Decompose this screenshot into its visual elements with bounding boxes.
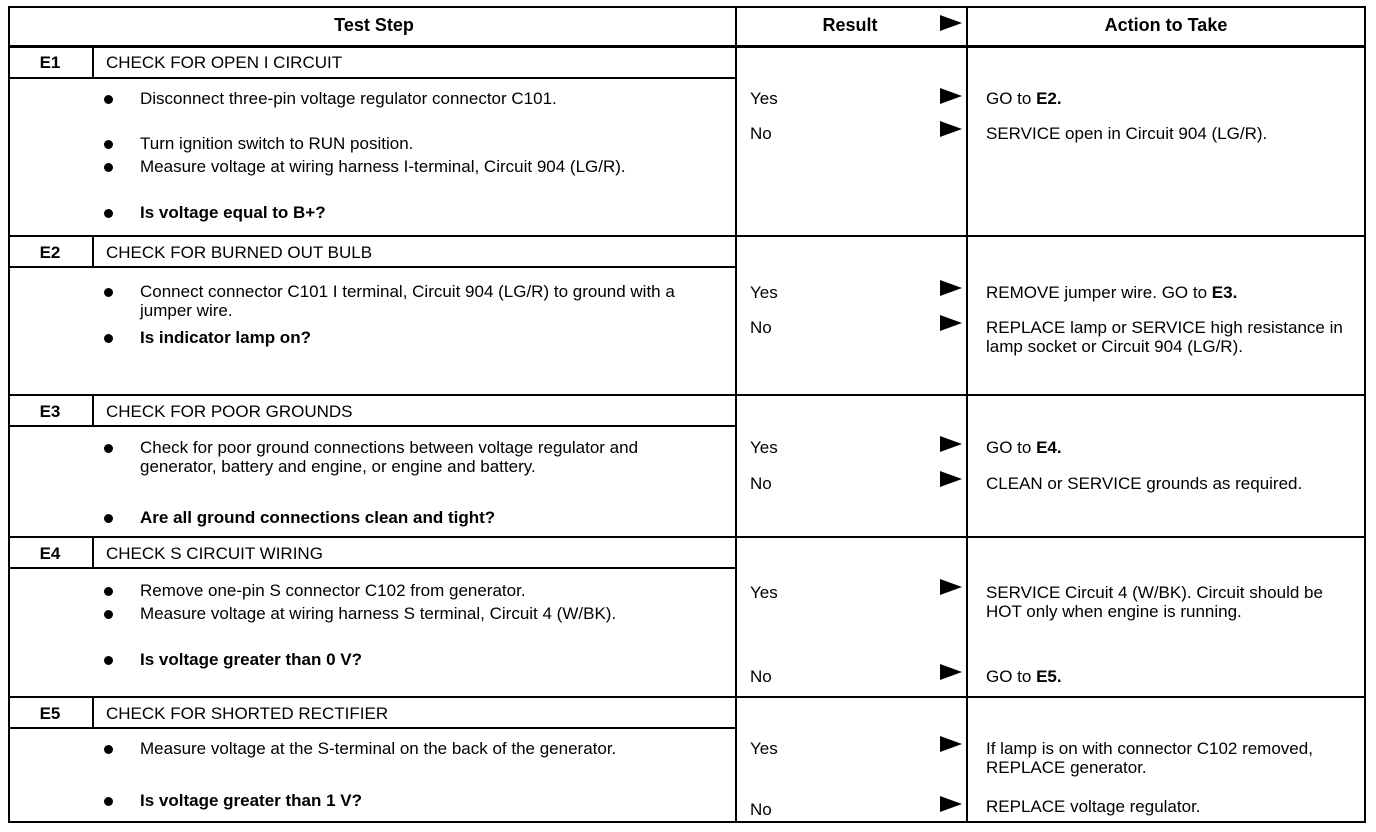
section-rule-e5 bbox=[8, 696, 1366, 698]
bullet-icon bbox=[104, 334, 113, 343]
step-title-e4: CHECK S CIRCUIT WIRING bbox=[106, 544, 323, 563]
action-yes: REMOVE jumper wire. GO to E3. bbox=[986, 283, 1238, 302]
result-no: No bbox=[750, 667, 772, 686]
section-rule-e2 bbox=[8, 235, 1366, 237]
arrow-icon bbox=[940, 664, 962, 680]
result-no: No bbox=[750, 800, 772, 819]
arrow-icon bbox=[940, 121, 962, 137]
title-rule-e4 bbox=[8, 567, 737, 569]
result-yes: Yes bbox=[750, 583, 778, 602]
arrow-icon bbox=[940, 736, 962, 752]
step-question: Are all ground connections clean and tight? bbox=[140, 508, 496, 527]
bullet-icon bbox=[104, 444, 113, 453]
bullet-icon bbox=[104, 95, 113, 104]
bullet-icon bbox=[104, 745, 113, 754]
action-no: SERVICE open in Circuit 904 (LG/R). bbox=[986, 124, 1268, 143]
title-rule-e5 bbox=[8, 727, 737, 729]
step-id-e1: E1 bbox=[39, 53, 61, 72]
bullet-icon bbox=[104, 797, 113, 806]
action-yes: GO to E4. bbox=[986, 438, 1062, 457]
action-no: CLEAN or SERVICE grounds as required. bbox=[986, 474, 1303, 493]
step-instruction: Measure voltage at the S-terminal on the back of the generator. bbox=[140, 739, 617, 758]
step-title-e1: CHECK FOR OPEN I CIRCUIT bbox=[106, 53, 343, 72]
id-divider-e2 bbox=[92, 236, 94, 268]
action-no: GO to E5. bbox=[986, 667, 1062, 686]
bullet-icon bbox=[104, 140, 113, 149]
step-question: Is indicator lamp on? bbox=[140, 328, 311, 347]
bullet-icon bbox=[104, 610, 113, 619]
step-id-e4: E4 bbox=[39, 544, 61, 563]
header-rule bbox=[8, 45, 1366, 48]
step-question: Is voltage greater than 1 V? bbox=[140, 791, 363, 810]
table-border-right bbox=[1364, 6, 1366, 823]
action-yes: If lamp is on with connector C102 removed, REPLACE generator. bbox=[986, 739, 1313, 777]
step-question: Is voltage equal to B+? bbox=[140, 203, 326, 222]
step-id-e3: E3 bbox=[39, 402, 61, 421]
arrow-icon bbox=[940, 796, 962, 812]
action-no: REPLACE voltage regulator. bbox=[986, 797, 1201, 816]
title-rule-e2 bbox=[8, 266, 737, 268]
step-id-e5: E5 bbox=[39, 704, 61, 723]
step-instruction: Measure voltage at wiring harness S terminal, Circuit 4 (W/BK). bbox=[140, 604, 617, 623]
arrow-icon bbox=[940, 315, 962, 331]
bullet-icon bbox=[104, 288, 113, 297]
bullet-icon bbox=[104, 209, 113, 218]
title-rule-e3 bbox=[8, 425, 737, 427]
result-yes: Yes bbox=[750, 89, 778, 108]
result-yes: Yes bbox=[750, 283, 778, 302]
result-yes: Yes bbox=[750, 438, 778, 457]
bullet-icon bbox=[104, 656, 113, 665]
step-title-e2: CHECK FOR BURNED OUT BULB bbox=[106, 243, 373, 262]
title-rule-e1 bbox=[8, 77, 737, 79]
step-title-e5: CHECK FOR SHORTED RECTIFIER bbox=[106, 704, 389, 723]
step-instruction: Disconnect three-pin voltage regulator connector C101. bbox=[140, 89, 557, 108]
result-no: No bbox=[750, 474, 772, 493]
action-no: REPLACE lamp or SERVICE high resistance in lamp socket or Circuit 904 (LG/R). bbox=[986, 318, 1343, 356]
step-question: Is voltage greater than 0 V? bbox=[140, 650, 363, 669]
header-test-step: Test Step bbox=[334, 15, 414, 35]
action-yes: GO to E2. bbox=[986, 89, 1062, 108]
step-instruction: Connect connector C101 I terminal, Circuit 904 (LG/R) to ground with a jumper wire. bbox=[140, 282, 675, 320]
step-instruction: Turn ignition switch to RUN position. bbox=[140, 134, 414, 153]
action-column-divider bbox=[966, 6, 968, 823]
bullet-icon bbox=[104, 514, 113, 523]
arrow-icon bbox=[940, 280, 962, 296]
header-arrow-icon bbox=[940, 15, 962, 31]
arrow-icon bbox=[940, 471, 962, 487]
arrow-icon bbox=[940, 436, 962, 452]
table-border-bottom bbox=[8, 821, 1366, 823]
step-instruction: Measure voltage at wiring harness I-terminal, Circuit 904 (LG/R). bbox=[140, 157, 626, 176]
step-title-e3: CHECK FOR POOR GROUNDS bbox=[106, 402, 353, 421]
section-rule-e4 bbox=[8, 536, 1366, 538]
action-yes: SERVICE Circuit 4 (W/BK). Circuit should be HOT only when engine is running. bbox=[986, 583, 1323, 621]
bullet-icon bbox=[104, 587, 113, 596]
arrow-icon bbox=[940, 579, 962, 595]
id-divider-e4 bbox=[92, 537, 94, 569]
result-no: No bbox=[750, 124, 772, 143]
section-rule-e3 bbox=[8, 394, 1366, 396]
result-yes: Yes bbox=[750, 739, 778, 758]
id-divider-e1 bbox=[92, 47, 94, 79]
step-instruction: Remove one-pin S connector C102 from generator. bbox=[140, 581, 526, 600]
bullet-icon bbox=[104, 163, 113, 172]
id-divider-e5 bbox=[92, 697, 94, 729]
header-result: Result bbox=[822, 15, 878, 35]
id-divider-e3 bbox=[92, 395, 94, 427]
step-instruction: Check for poor ground connections between voltage regulator and generator, battery and engine, or engine and battery. bbox=[140, 438, 639, 476]
step-id-e2: E2 bbox=[39, 243, 61, 262]
table-border-top bbox=[8, 6, 1366, 8]
arrow-icon bbox=[940, 88, 962, 104]
result-column-divider bbox=[735, 6, 737, 823]
header-action: Action to Take bbox=[1104, 15, 1228, 35]
result-no: No bbox=[750, 318, 772, 337]
